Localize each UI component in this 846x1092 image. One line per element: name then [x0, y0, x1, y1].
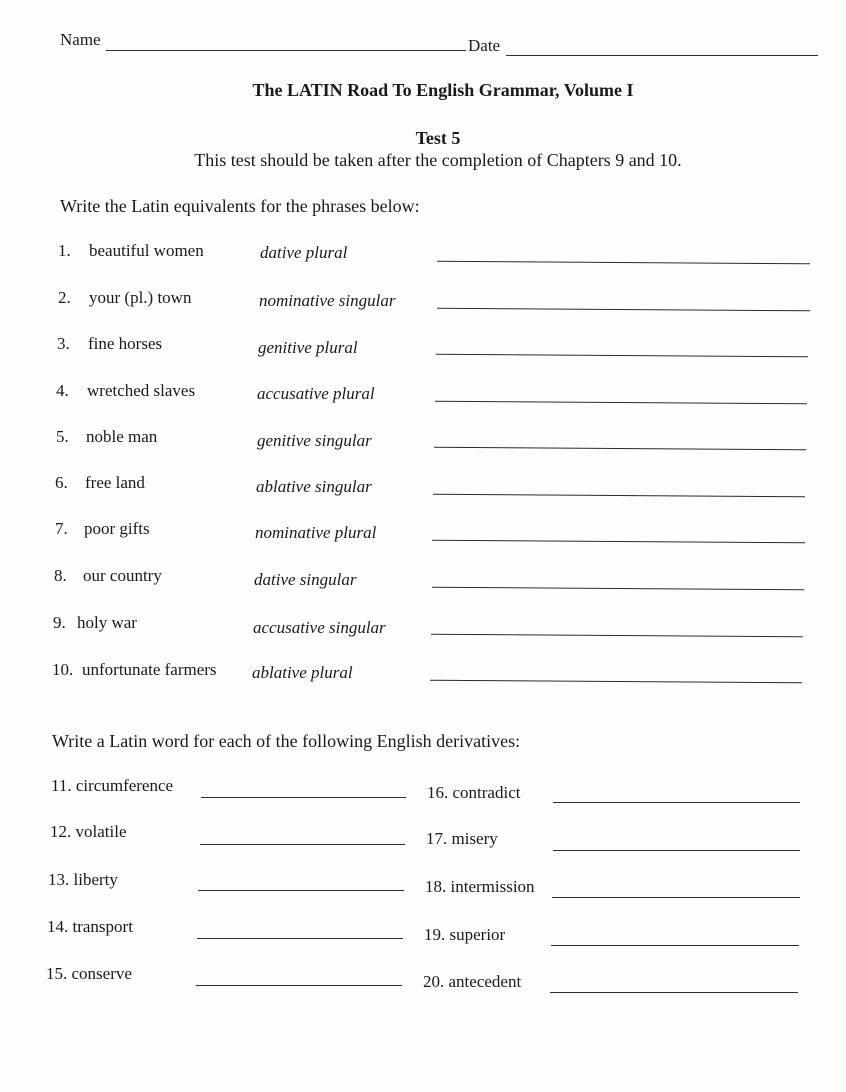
answer-line[interactable]	[200, 844, 405, 845]
item-phrase: wretched slaves	[87, 381, 196, 400]
item-number: 6.	[55, 473, 68, 492]
derivative-word: 20. antecedent	[423, 972, 522, 991]
answer-line[interactable]	[196, 985, 402, 986]
item-form: genitive singular	[257, 431, 372, 450]
answer-line[interactable]	[434, 447, 806, 451]
instructions: This test should be taken after the completion of Chapters 9 and 10.	[194, 150, 682, 170]
name-label: Name	[60, 30, 101, 49]
item-number: 5.	[56, 427, 69, 446]
item-phrase: holy war	[77, 613, 137, 632]
item-number: 1.	[58, 241, 71, 260]
item-form: accusative plural	[257, 384, 375, 403]
item-number: 10.	[52, 660, 74, 679]
answer-line[interactable]	[437, 308, 810, 312]
derivative-word: 18. intermission	[425, 877, 535, 896]
item-phrase: beautiful women	[89, 241, 204, 260]
date-field[interactable]	[506, 55, 818, 56]
answer-line[interactable]	[198, 890, 404, 891]
item-number: 7.	[55, 519, 68, 538]
answer-line[interactable]	[437, 261, 810, 265]
section1-prompt: Write the Latin equivalents for the phrases below:	[60, 196, 420, 216]
derivative-word: 16. contradict	[427, 783, 521, 802]
item-form: accusative singular	[253, 618, 386, 637]
answer-line[interactable]	[431, 634, 803, 638]
derivative-word: 12. volatile	[50, 822, 127, 841]
item-phrase: poor gifts	[84, 519, 150, 538]
answer-line[interactable]	[432, 540, 805, 544]
answer-line[interactable]	[197, 938, 403, 939]
item-form: nominative plural	[255, 523, 377, 542]
answer-line[interactable]	[201, 797, 406, 798]
derivative-word: 11. circumference	[51, 776, 174, 795]
derivative-word: 14. transport	[47, 917, 133, 936]
item-form: genitive plural	[258, 338, 358, 357]
derivative-word: 17. misery	[426, 829, 498, 848]
answer-line[interactable]	[430, 680, 802, 684]
answer-line[interactable]	[553, 850, 800, 851]
answer-line[interactable]	[435, 401, 807, 405]
answer-line[interactable]	[436, 354, 808, 358]
answer-line[interactable]	[551, 945, 799, 946]
answer-line[interactable]	[553, 802, 800, 803]
derivative-word: 19. superior	[424, 925, 506, 944]
page-title: The LATIN Road To English Grammar, Volume I	[252, 80, 634, 100]
item-phrase: unfortunate farmers	[82, 660, 217, 679]
name-field[interactable]	[106, 50, 466, 51]
section2-prompt: Write a Latin word for each of the following English derivatives:	[52, 731, 521, 751]
item-number: 3.	[57, 334, 70, 353]
answer-line[interactable]	[432, 587, 804, 591]
item-number: 4.	[56, 381, 69, 400]
date-label: Date	[468, 36, 501, 55]
item-form: dative singular	[254, 570, 357, 589]
answer-line[interactable]	[550, 992, 798, 993]
item-phrase: our country	[83, 566, 162, 585]
item-number: 2.	[58, 288, 71, 307]
item-form: nominative singular	[259, 291, 396, 310]
answer-line[interactable]	[433, 494, 805, 498]
item-phrase: noble man	[86, 427, 158, 446]
item-phrase: fine horses	[88, 334, 163, 353]
item-form: ablative singular	[256, 477, 372, 496]
item-phrase: free land	[85, 473, 145, 492]
derivative-word: 13. liberty	[48, 870, 118, 889]
item-number: 9.	[53, 613, 66, 632]
item-form: dative plural	[260, 243, 348, 262]
item-form: ablative plural	[252, 663, 353, 682]
test-label: Test 5	[415, 128, 461, 148]
item-phrase: your (pl.) town	[89, 288, 192, 307]
item-number: 8.	[54, 566, 67, 585]
derivative-word: 15. conserve	[46, 964, 132, 983]
answer-line[interactable]	[552, 897, 800, 898]
